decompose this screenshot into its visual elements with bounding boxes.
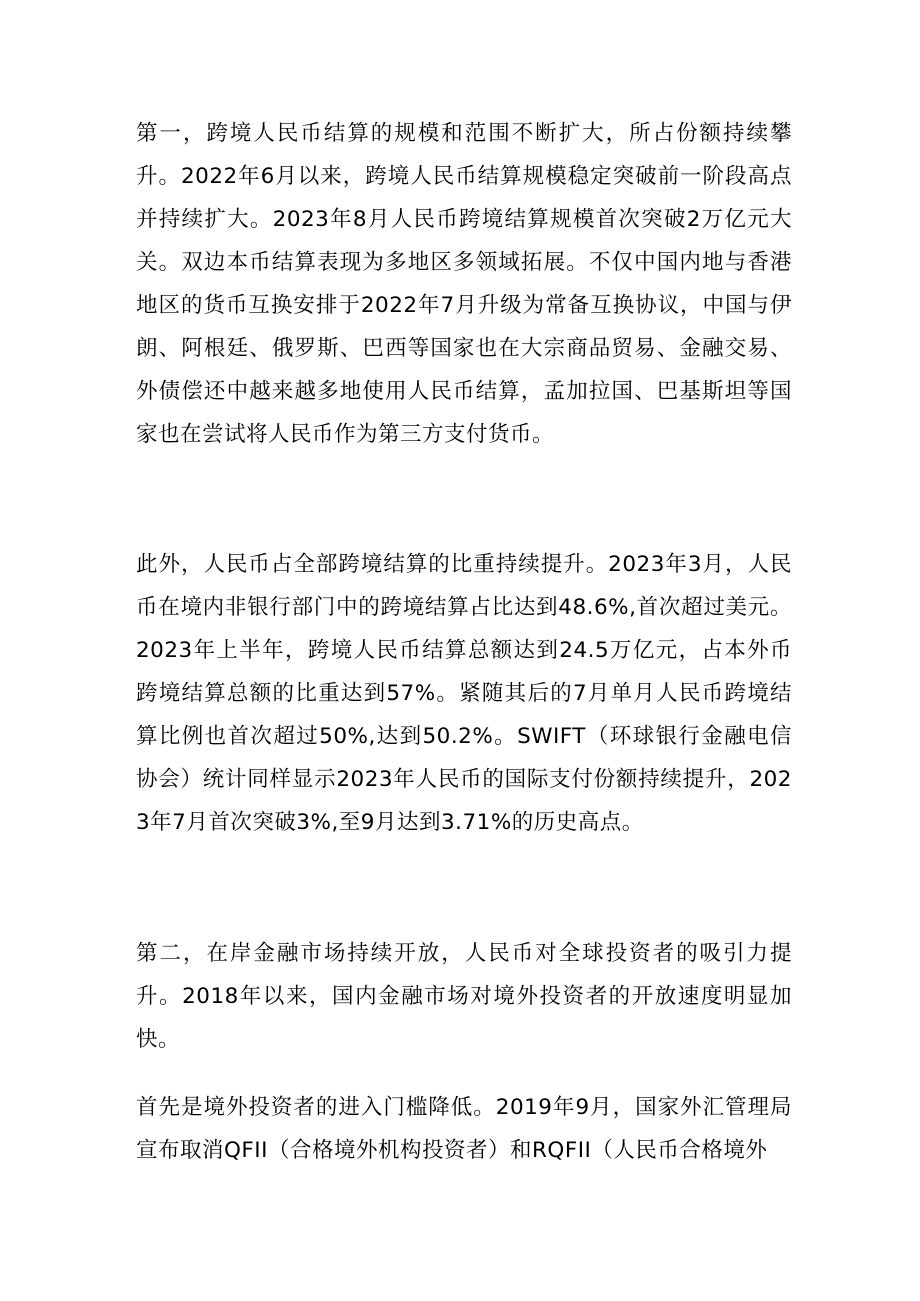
paragraph-1: 第一，跨境人民币结算的规模和范围不断扩大，所占份额持续攀升。2022年6月以来，跨境人民币结算规模稳定突破前一阶段高点并持续扩大。2023年8月人民币跨境结算规模首次突破2万亿元大关。双边本币结算表现为多地区多领域拓展。不仅中国内地与香港地区的货币互换安排于2022年7月升级为常备互换协议，中国与伊朗、阿根廷、俄罗斯、巴西等国家也在大宗商品贸易、金融交易、外债偿还中越来越多地使用人民币结算，孟加拉国、巴基斯坦等国家也在尝试将人民币作为第三方支付货币。 xyxy=(136,121,792,447)
paragraph-4: 首先是境外投资者的进入门槛降低。2019年9月，国家外汇管理局宣布取消QFII（合格境外机构投资者）和RQFII（人民币合格境外 xyxy=(136,1095,792,1163)
paragraph-2: 此外，人民币占全部跨境结算的比重持续提升。2023年3月，人民币在境内非银行部门中的跨境结算占比达到48.6%,首次超过美元。2023年上半年，跨境人民币结算总额达到24.5万亿元，占本外币跨境结算总额的比重达到57%。紧随其后的7月单月人民币跨境结算比例也首次超过50%,达到50.2%。SWIFT（环球银行金融电信协会）统计同样显示2023年人民币的国际支付份额持续提升，2023年7月首次突破3%,至9月达到3.71%的历史高点。 xyxy=(136,552,792,835)
paragraph-3: 第二，在岸金融市场持续开放，人民币对全球投资者的吸引力提升。2018年以来，国内金融市场对境外投资者的开放速度明显加快。 xyxy=(136,941,792,1052)
